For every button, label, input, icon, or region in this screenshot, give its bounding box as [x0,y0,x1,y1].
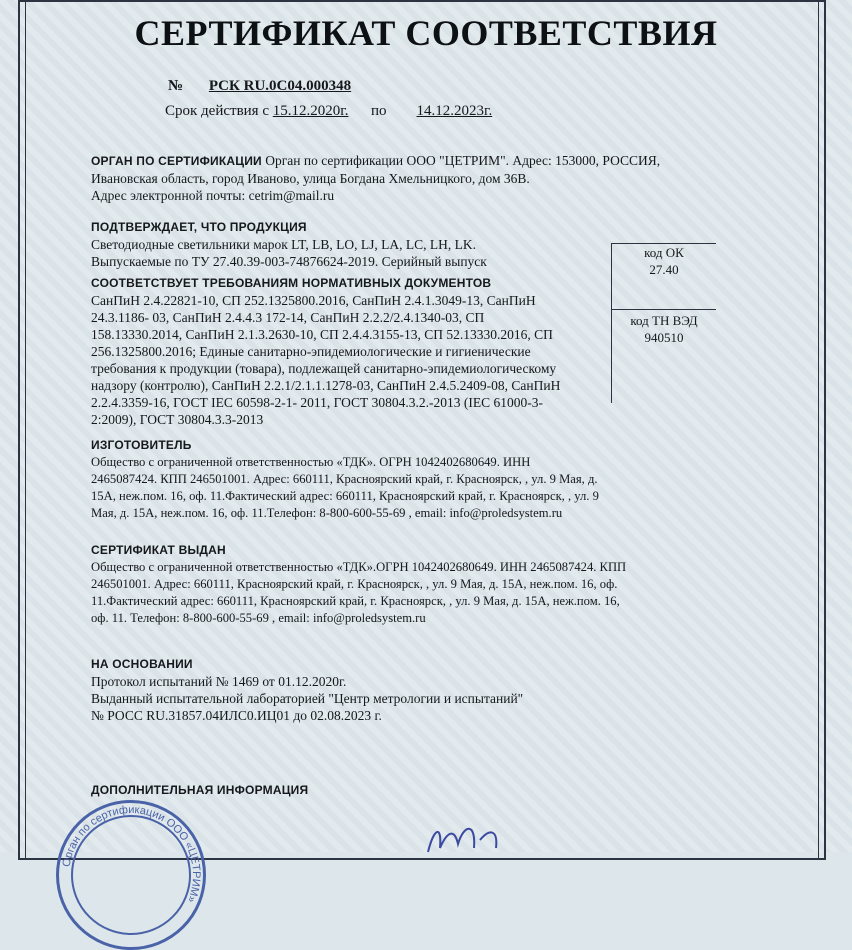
certificate-number [168,78,351,95]
manufacturer-line: Мая, д. 15А, неж.пом. 16, оф. 11.Телефон: 8-800-600-55-69 , email: info@proledsystem.ru [91,506,563,520]
organ-line-3: Адрес электронной почты: cetrim@mail.ru [91,188,335,203]
certificate-title: СЕРТИФИКАТ СООТВЕТСТВИЯ [134,13,718,53]
codes-mid-rule [612,309,716,310]
tnved-code-value: 940510 [644,330,684,345]
validity-period [165,103,492,120]
norms-heading: СООТВЕТСТВУЕТ ТРЕБОВАНИЯМ НОРМАТИВНЫХ ДОКУМЕНТОВ [91,276,492,290]
norms-line: СанПиН 2.4.22821-10, СП 252.1325800.2016, СанПиН 2.4.1.3049-13, СанПиН [91,293,536,308]
norms-line: 158.13330.2014, СанПиН 2.1.3.2630-10, СП 2.4.4.3155-13, СП 52.13330.2016, СП [91,327,553,342]
product-line-2: Выпускаемые по ТУ 27.40.39-003-74876624-2019. Серийный выпуск [91,254,487,269]
organ-heading: ОРГАН ПО СЕРТИФИКАЦИИ [91,154,262,168]
basis-line: Выданный испытательной лабораторией "Центр метрологии и испытаний" [91,691,524,706]
additional-heading: ДОПОЛНИТЕЛЬНАЯ ИНФОРМАЦИЯ [91,783,309,797]
product-section [91,219,611,270]
basis-heading: НА ОСНОВАНИИ [91,657,193,671]
ok-code-value: 27.40 [649,262,679,277]
issued-line: Общество с ограниченной ответственностью «ТДК».ОГРН 1042402680649. ИНН 2465087424. КПП [91,560,627,574]
product-heading: ПОДТВЕРЖДАЕТ, ЧТО ПРОДУКЦИЯ [91,220,307,234]
validity-to: 14.12.2023г. [416,103,493,119]
validity-from: 15.12.2020г. [272,103,349,119]
manufacturer-line: 2465087424. КПП 246501001. Адрес: 660111, Красноярский край, г. Красноярск, , ул. 9 Мая, д. [91,472,598,486]
organ-line-1: Орган по сертификации ООО "ЦЕТРИМ". Адрес: 153000, РОССИЯ, [265,153,661,168]
issued-line: 246501001. Адрес: 660111, Красноярский край, г. Красноярск, , ул. 9 Мая, д. 15А, неж.пом. 16, оф. [91,577,618,591]
codes-top-rule [612,243,716,244]
norms-section [91,275,611,428]
manufacturer-line: Общество с ограниченной ответственностью «ТДК». ОГРН 1042402680649. ИНН [91,455,531,469]
signature [420,818,540,858]
issued-line: оф. 11. Телефон: 8-800-600-55-69 , email: info@proledsystem.ru [91,611,426,625]
norms-line: 256.1325800.2016; Единые санитарно-эпидемиологические и гигиенические [91,344,531,359]
basis-line: № РОСС RU.31857.04ИЛС0.ИЦ01 до 02.08.2023 г. [91,708,382,723]
svg-text:Орган по сертификации ООО «ЦЕТ [61,804,203,904]
organ-section [91,152,691,204]
number-value: РСК RU.0С04.000348 [208,78,352,94]
product-line-1: Светодиодные светильники марок LT, LB, LO, LJ, LA, LC, LH, LK. [91,237,477,252]
inner-frame [25,0,819,860]
codes-box [611,243,715,403]
norms-line: 2:2009), ГОСТ 30804.3.3-2013 [91,412,264,427]
issued-heading: СЕРТИФИКАТ ВЫДАН [91,543,226,557]
norms-line: требования к продукции (товара), подлежащей санитарно-эпидемиологическому [91,361,557,376]
number-label: № [168,78,184,94]
basis-section [91,656,691,724]
manufacturer-section [91,437,751,522]
stamp-text-ring [56,800,206,950]
basis-line: Протокол испытаний № 1469 от 01.12.2020г. [91,674,347,689]
validity-prefix: Срок действия с [165,103,269,119]
manufacturer-heading: ИЗГОТОВИТЕЛЬ [91,438,192,452]
norms-line: 2.2.4.3359-16, ГОСТ IEC 60598-2-1- 2011, ГОСТ 30804.3.2.-2013 (IEC 61000-3- [91,395,543,410]
manufacturer-line: 15А, неж.пом. 16, оф. 11.Фактический адрес: 660111, Красноярский край, г. Красноярск, , ул. 9 [91,489,599,503]
organ-line-2: Ивановская область, город Иваново, улица Богдана Хмельницкого, дом 36В. [91,171,530,186]
issued-line: 11.Фактический адрес: 660111, Красноярский край, г. Красноярск, , ул. 9 Мая, д. 15А, неж.пом. 16, [91,594,620,608]
norms-line: 24.3.1186- 03, СанПиН 2.4.4.3 172-14, СанПиН 2.2.2/2.4.1340-03, СП [91,310,485,325]
norms-line: надзору (контролю), СанПиН 2.2.1/2.1.1.1278-03, СанПиН 2.4.5.2409-08, СанПиН [91,378,561,393]
certification-stamp [56,800,206,950]
additional-section [91,782,491,799]
tnved-code-label: код ТН ВЭД [630,313,698,328]
stamp-text: Орган по сертификации ООО «ЦЕТРИМ» [60,803,203,905]
ok-code-label: код ОК [644,245,684,260]
issued-section [91,542,741,627]
validity-mid: по [370,103,387,119]
